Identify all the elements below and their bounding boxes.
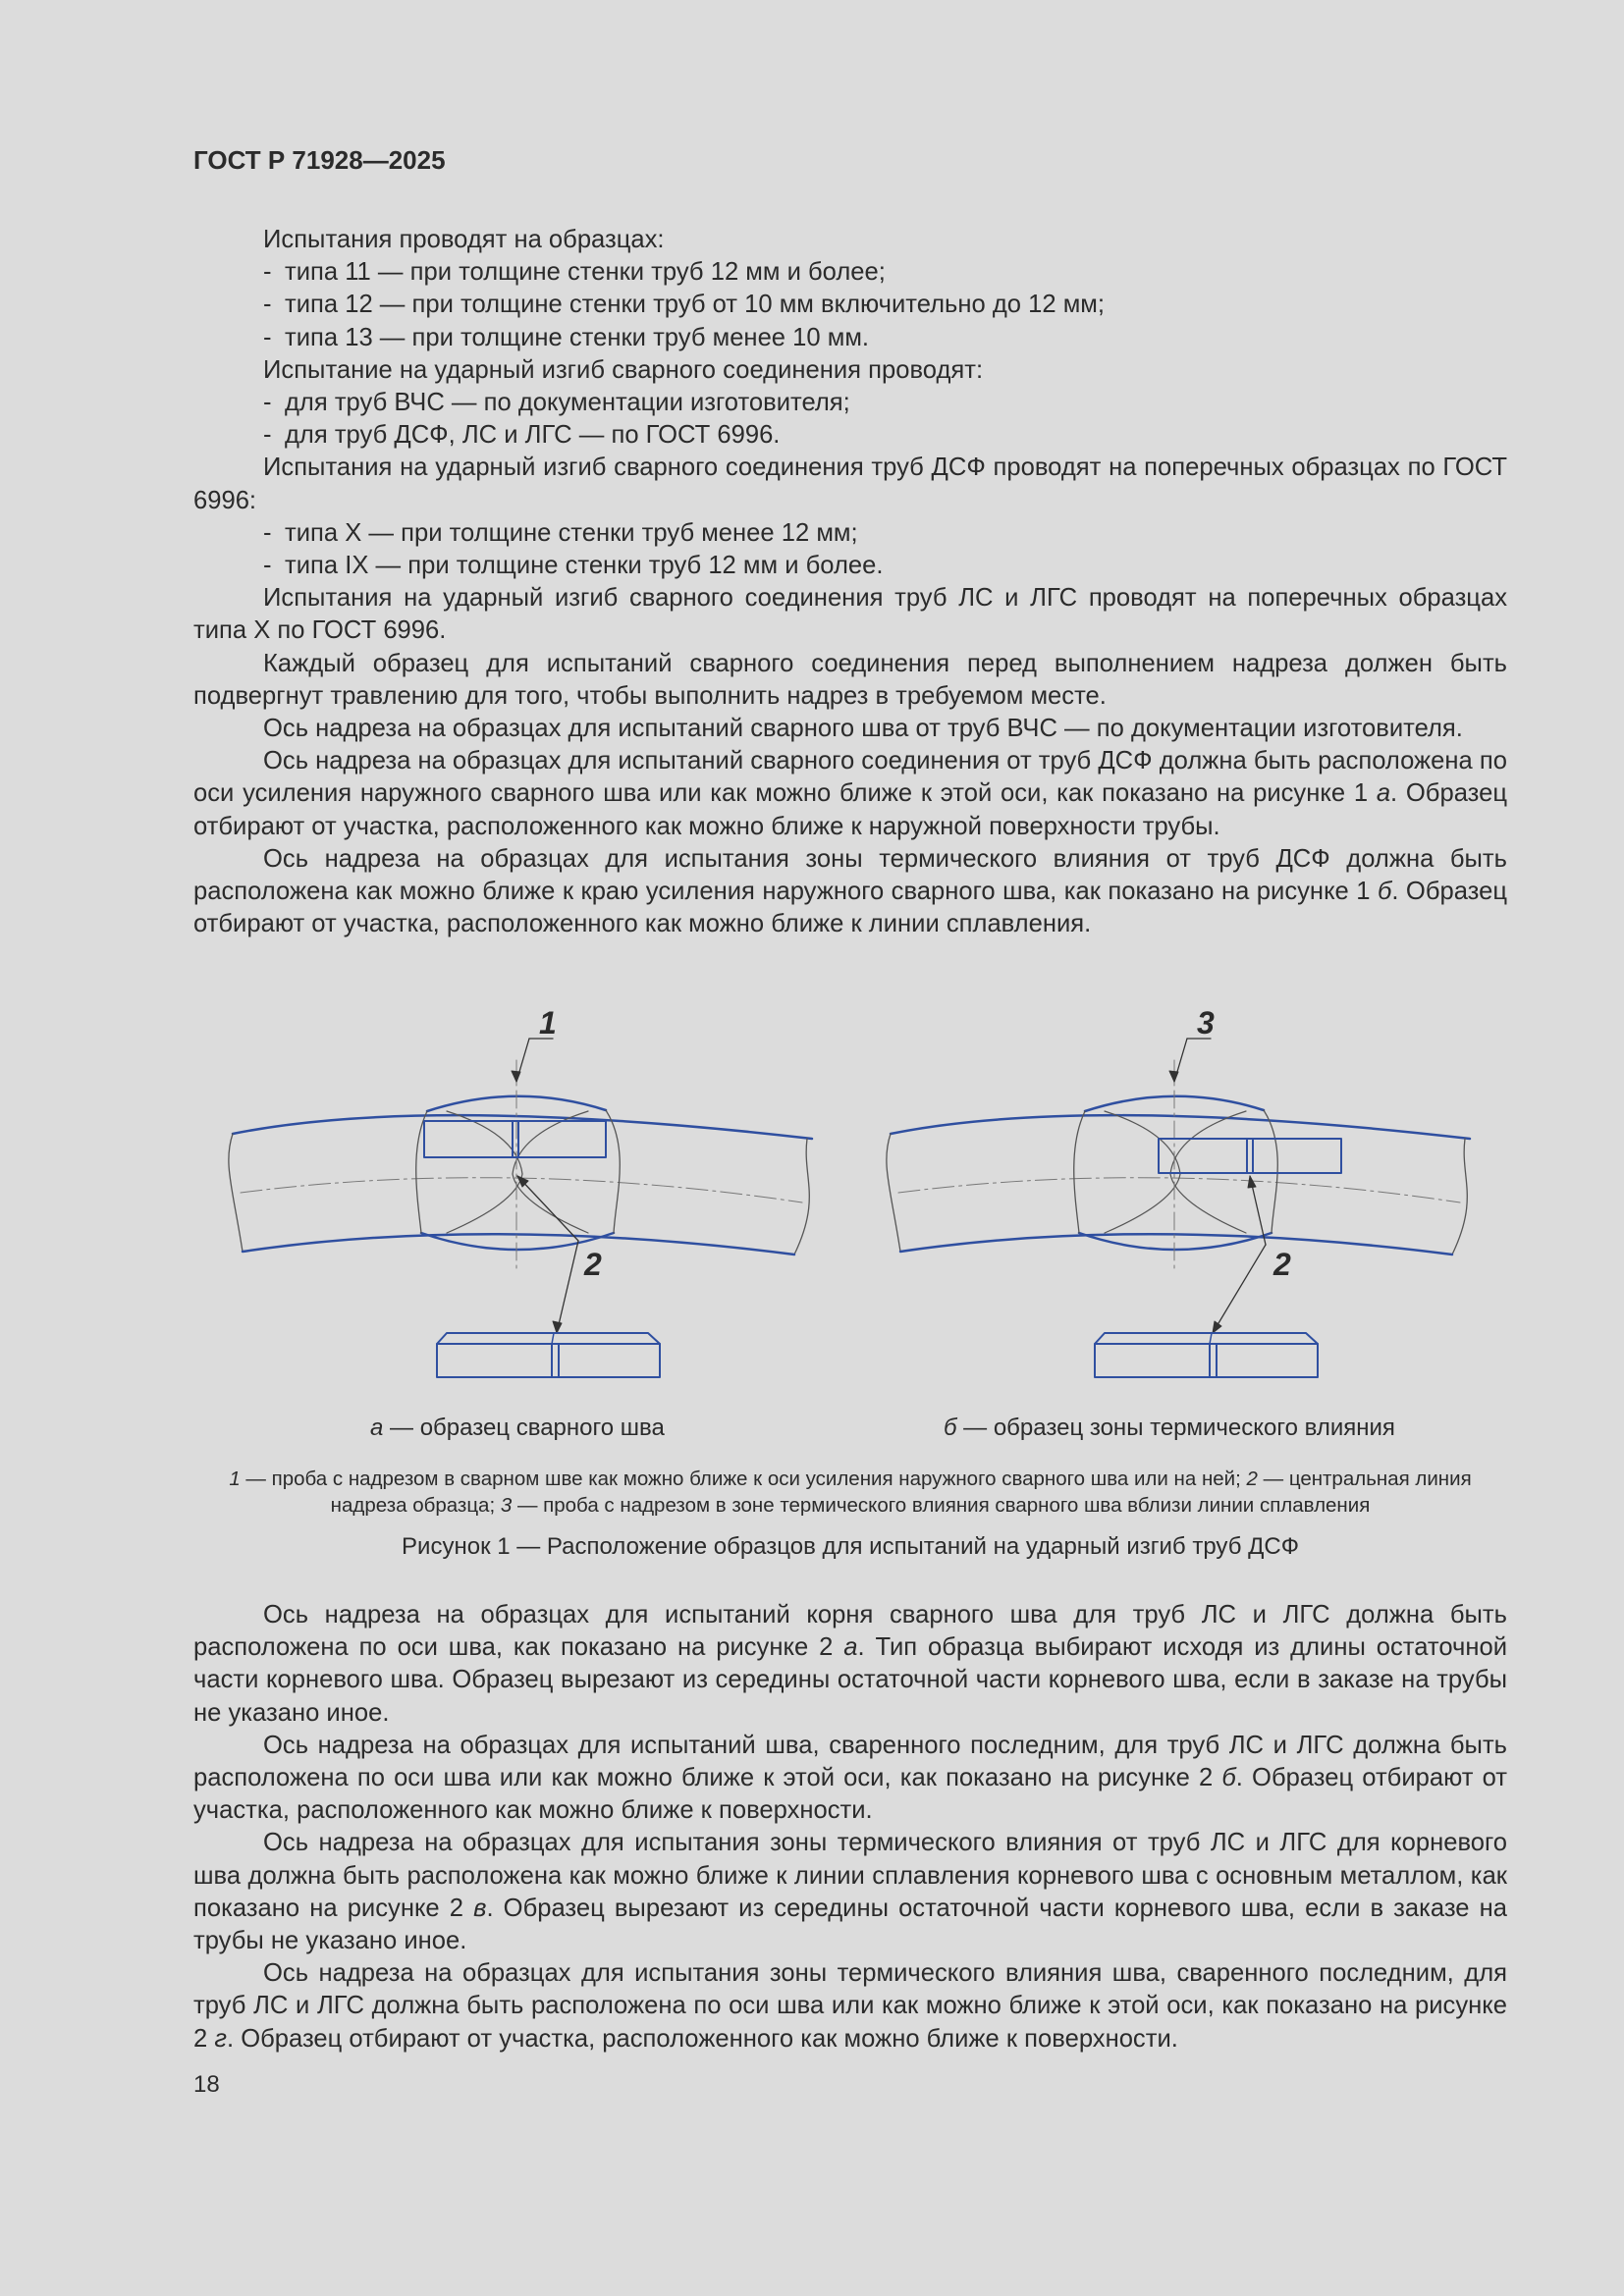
list-item: - для труб ДСФ, ЛС и ЛГС — по ГОСТ 6996. <box>263 421 781 450</box>
paragraph: Испытание на ударный изгиб сварного соединения проводят: <box>263 355 984 384</box>
label-3: 3 <box>1197 1005 1215 1041</box>
label-2-b: 2 <box>1273 1247 1291 1282</box>
list-item: - типа 13 — при толщине стенки труб менее 10 мм. <box>263 323 870 351</box>
paragraph: Каждый образец для испытаний сварного соединения перед выполнением надреза должен быть подвергнут травлению для того, чтобы выполнить надрез в требуемом месте. <box>193 649 1507 710</box>
paragraph: Испытания на ударный изгиб сварного соединения труб ЛС и ЛГС проводят на поперечных образцах типа X по ГОСТ 6996. <box>193 584 1507 645</box>
document-header: ГОСТ Р 71928—2025 <box>193 145 446 175</box>
figure-title: Рисунок 1 — Расположение образцов для испытаний на ударный изгиб труб ДСФ <box>402 1533 1299 1560</box>
label-1: 1 <box>539 1005 557 1041</box>
label-2-a: 2 <box>584 1247 602 1282</box>
diagram-a-weld-seam <box>229 1039 812 1377</box>
list-item: - типа 12 — при толщине стенки труб от 10 мм включительно до 12 мм; <box>263 291 1105 319</box>
page-number: 18 <box>193 2071 220 2098</box>
figure-legend: 1 — проба с надрезом в сварном шве как можно ближе к оси усиления наружного сварного шва или на ней; 2 — центральная линия надреза образца; 3 — проба с надрезом в зоне термического влияния сварного шва вблизи линии сплавления <box>229 1468 1472 1517</box>
paragraph: Ось надреза на образцах для испытаний сварного соединения от труб ДСФ должна быть расположена по оси усиления наружного сварного шва или как можно ближе к этой оси, как показано на рисунке 1 а. Образец отбирают от участка, расположенного как можно ближе к наружной поверхности трубы. <box>193 747 1507 840</box>
text-block-top <box>193 224 1507 940</box>
paragraph: Ось надреза на образцах для испытаний сварного шва от труб ВЧС — по документации изготовителя. <box>263 715 1463 743</box>
text-block-bottom <box>193 1599 1507 2056</box>
list-item: - типа X — при толщине стенки труб менее 12 мм; <box>263 518 858 547</box>
list-item: - типа 11 — при толщине стенки труб 12 мм и более; <box>263 258 886 287</box>
diagram-b-haz <box>887 1039 1470 1377</box>
paragraph: Испытания на ударный изгиб сварного соединения труб ДСФ проводят на поперечных образцах по ГОСТ 6996: <box>193 454 1507 514</box>
subcaption-b: б — образец зоны термического влияния <box>944 1415 1395 1441</box>
subcaption-a: а — образец сварного шва <box>370 1415 665 1441</box>
paragraph: Ось надреза на образцах для испытаний шва, сваренного последним, для труб ЛС и ЛГС должна быть расположена по оси шва или как можно ближе к этой оси, как показано на рисунке 2 б. Образец отбирают от участка, расположенного как можно ближе к поверхности. <box>193 1731 1507 1825</box>
list-item: - для труб ВЧС — по документации изготовителя; <box>263 389 850 417</box>
paragraph: Испытания проводят на образцах: <box>263 226 665 253</box>
list-item: - типа IX — при толщине стенки труб 12 мм и более. <box>263 552 884 580</box>
figure-1 <box>193 1001 1507 1561</box>
paragraph: Ось надреза на образцах для испытания зоны термического влияния от труб ЛС и ЛГС для корневого шва должна быть расположена как можно ближе к линии сплавления корневого шва с основным металлом, как показано на рисунке 2 в. Образец вырезают из середины остаточной части корневого шва, если в заказе на трубы не указано иное. <box>193 1829 1507 1955</box>
paragraph: Ось надреза на образцах для испытания зоны термического влияния шва, сваренного последним, для труб ЛС и ЛГС должна быть расположена по оси шва или как можно ближе к этой оси, как показано на рисунке 2 г. Образец отбирают от участка, расположенного как можно ближе к поверхности. <box>193 1959 1507 2053</box>
weld-specimen-diagram <box>193 1001 1507 1414</box>
paragraph: Ось надреза на образцах для испытания зоны термического влияния от труб ДСФ должна быть расположена как можно ближе к краю усиления наружного сварного шва, как показано на рисунке 1 б. Образец отбирают от участка, расположенного как можно ближе к линии сплавления. <box>193 844 1508 938</box>
paragraph: Ось надреза на образцах для испытаний корня сварного шва для труб ЛС и ЛГС должна быть расположена по оси шва, как показано на рисунке 2 а. Тип образца выбирают исходя из длины остаточной части корневого шва. Образец вырезают из середины остаточной части корневого шва, если в заказе на трубы не указано иное. <box>193 1601 1507 1727</box>
